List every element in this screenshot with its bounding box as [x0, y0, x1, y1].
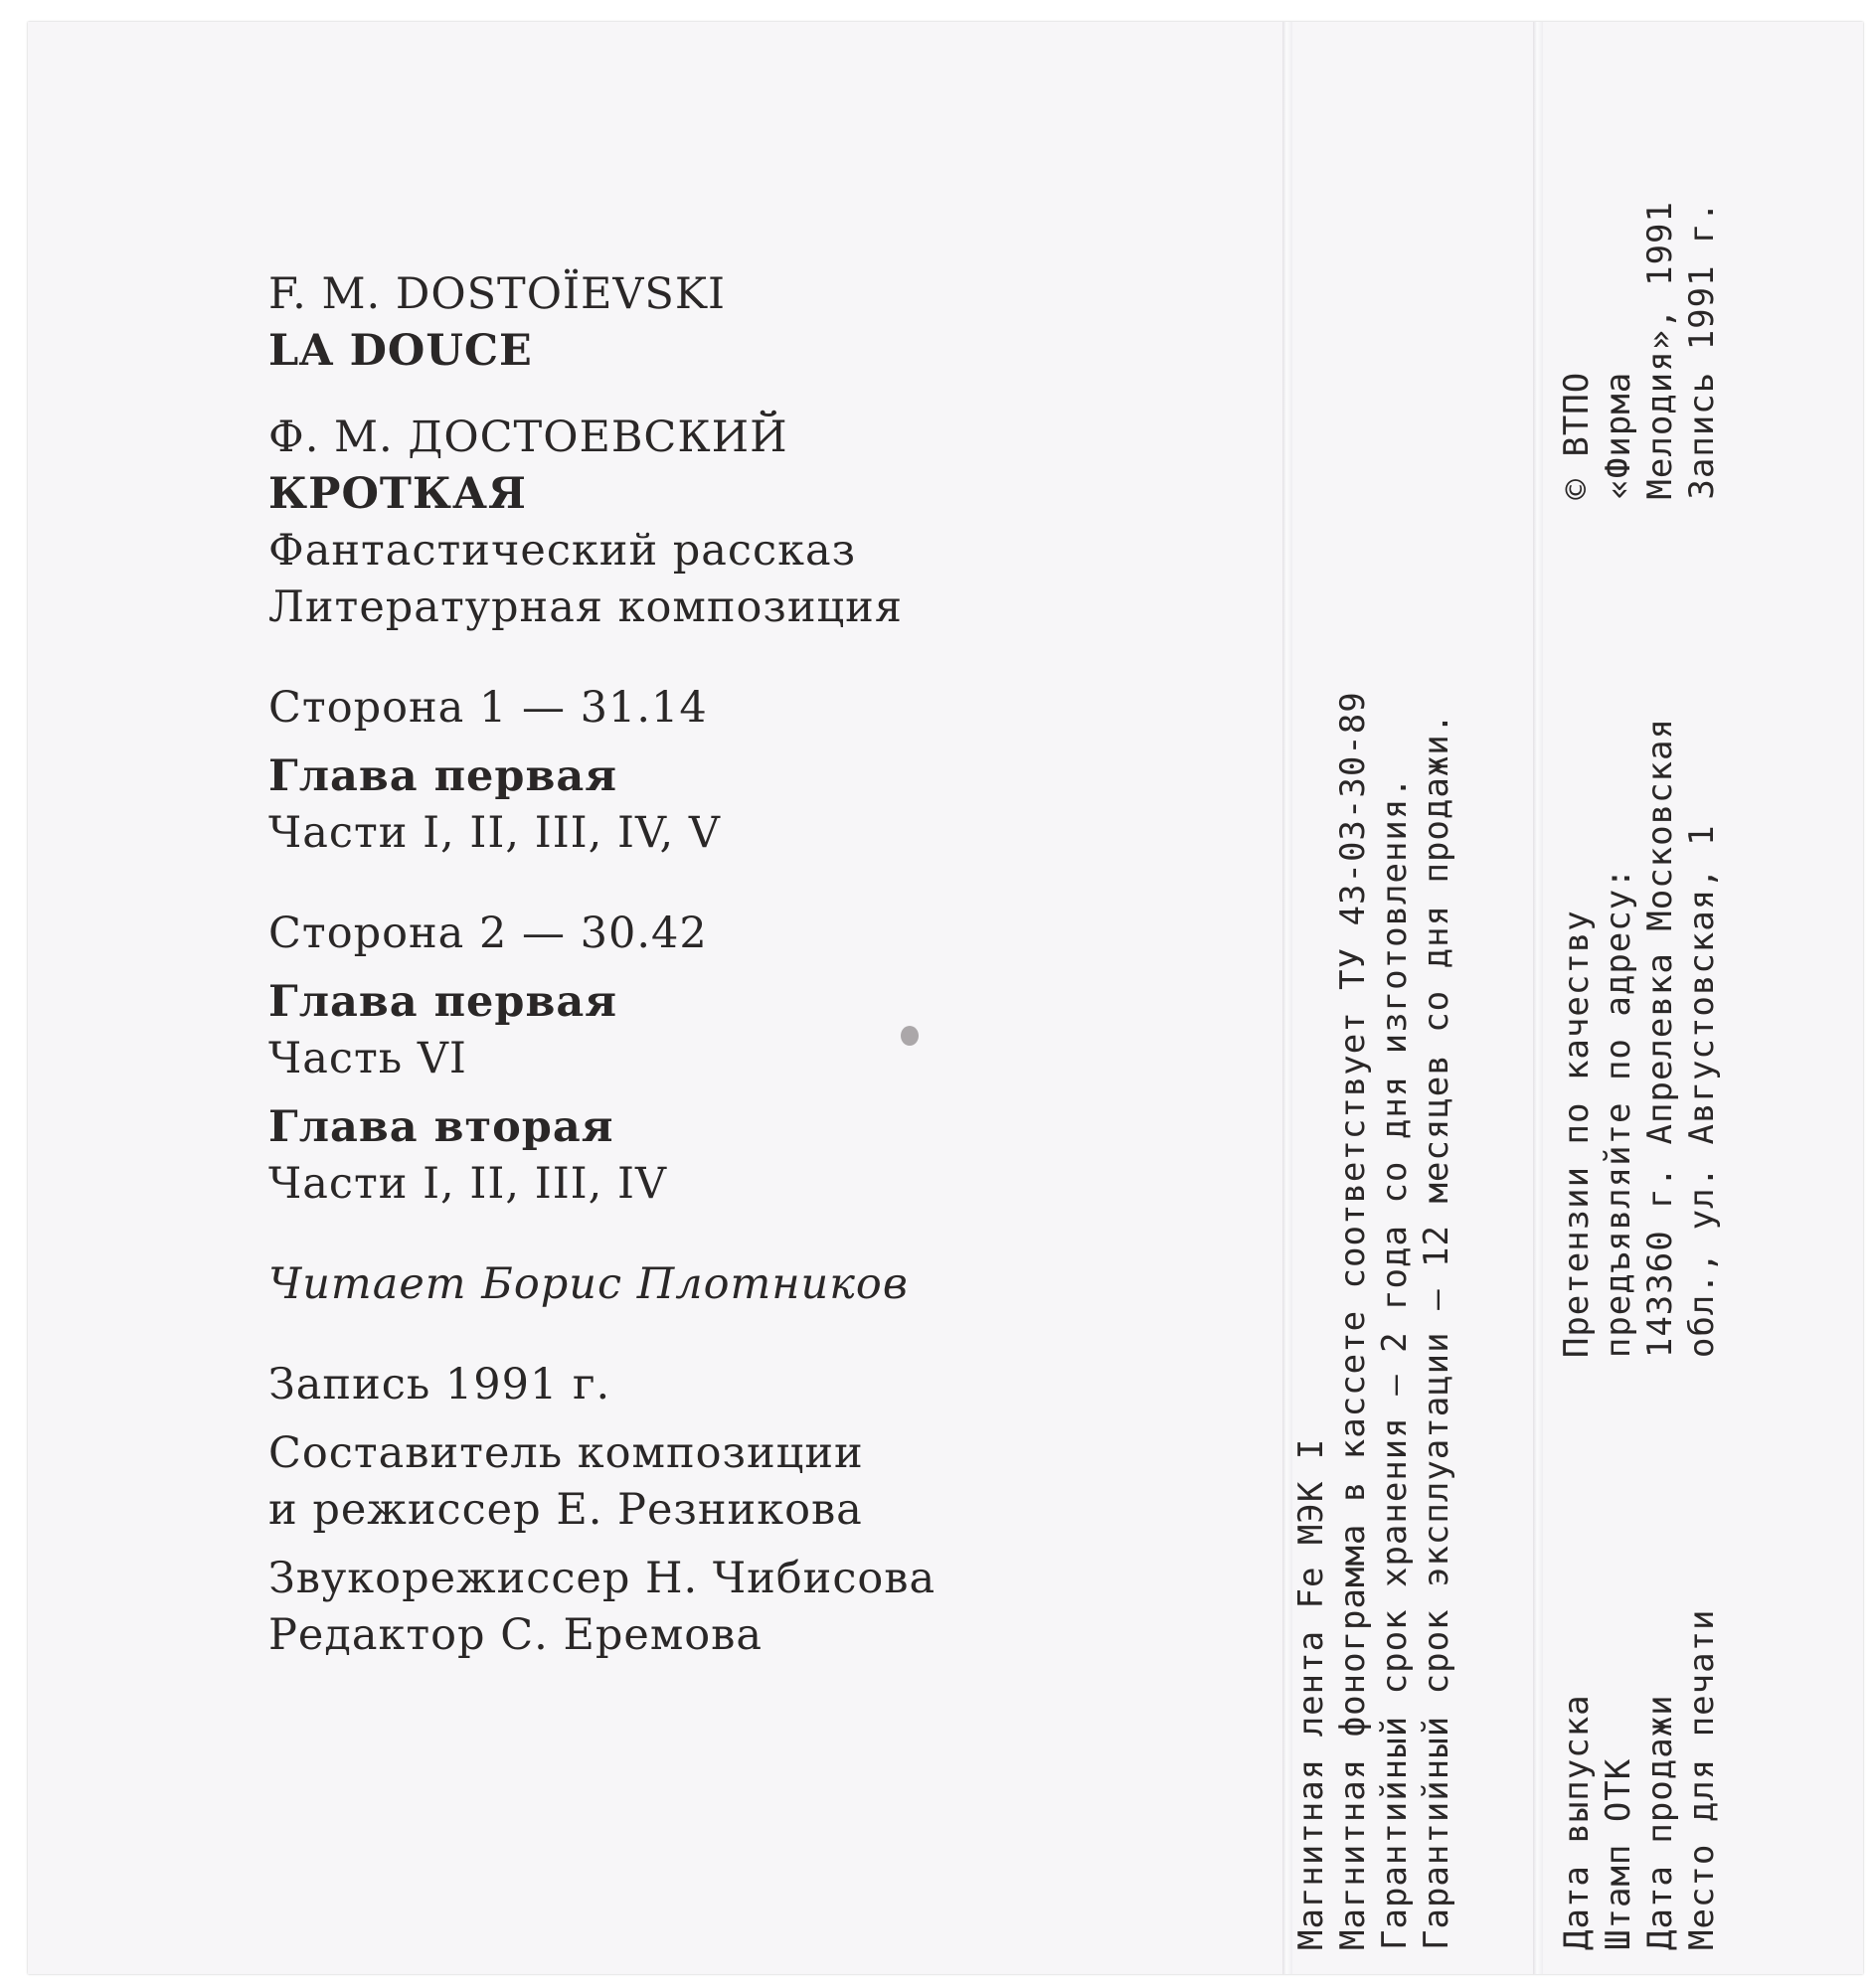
author-ru: Ф. М. ДОСТОЕВСКИЙ: [268, 413, 788, 462]
address-line: предъявляйте по адресу:: [1599, 867, 1638, 1359]
subtitle-composition: Литературная композиция: [268, 582, 903, 632]
spine-tape-info: [1290, 201, 1457, 1950]
fold-line: [1533, 22, 1543, 1974]
otk-stamp-label: Штамп ОТК: [1599, 1757, 1638, 1950]
usage-warranty: Гарантийный срок эксплуатации — 12 месяцев со дня продажи.: [1417, 712, 1456, 1950]
front-panel: [268, 266, 1243, 1664]
stamp-fields: [1556, 1358, 1723, 1950]
side2-label: Сторона 2 — 30.42: [268, 909, 708, 958]
recording-year: Запись 1991 г.: [268, 1360, 611, 1409]
editor-credit: Редактор С. Еремова: [268, 1610, 764, 1660]
side1-parts: Части I, II, III, IV, V: [268, 808, 721, 858]
subtitle-genre: Фантастический рассказ: [268, 526, 857, 576]
compiler-credit-2: и режиссер Е. Резникова: [268, 1485, 863, 1535]
author-fr: F. M. DOSTOÏEVSKI: [268, 269, 726, 319]
storage-warranty: Гарантийный срок хранения — 2 года со дня изготовления.: [1375, 776, 1415, 1950]
side2-chapter2: Глава вторая: [268, 1102, 614, 1152]
copyright-line: Запись 1991 г.: [1682, 201, 1722, 500]
sound-engineer-credit: Звукорежиссер Н. Чибисова: [268, 1554, 936, 1603]
seal-place-label: Место для печати: [1682, 1608, 1722, 1950]
reader-credit: Читает Борис Плотников: [268, 1259, 909, 1309]
side1-label: Сторона 1 — 31.14: [268, 683, 708, 733]
address-line: обл., ул. Августовская, 1: [1682, 824, 1722, 1359]
compiler-credit-1: Составитель композиции: [268, 1428, 864, 1478]
tape-type: Магнитная лента Fe МЭК I: [1291, 1437, 1331, 1950]
copyright-line: © ВТПО: [1557, 371, 1597, 500]
side2-chapter1: Глава первая: [268, 977, 617, 1027]
side1-chapter: Глава первая: [268, 751, 617, 801]
title-fr: LA DOUCE: [268, 326, 533, 376]
side2-parts2: Части I, II, III, IV: [268, 1159, 668, 1209]
address-line: 143360 г. Апрелевка Московская: [1640, 718, 1680, 1359]
complaints-address: [1556, 500, 1723, 1359]
copyright-block: [1556, 201, 1723, 500]
address-line: Претензии по качеству: [1557, 910, 1597, 1359]
side2-parts1: Часть VI: [268, 1034, 467, 1083]
release-date-label: Дата выпуска: [1557, 1694, 1597, 1950]
copyright-line: «Фирма: [1599, 371, 1638, 500]
spine-publisher-info: [1556, 201, 1723, 1950]
sale-date-label: Дата продажи: [1640, 1694, 1680, 1950]
tech-spec: Магнитная фонограмма в кассете соответствует ТУ 43-03-30-89: [1333, 691, 1373, 1950]
copyright-line: Мелодия», 1991: [1640, 201, 1680, 500]
title-ru: КРОТКАЯ: [268, 469, 527, 519]
